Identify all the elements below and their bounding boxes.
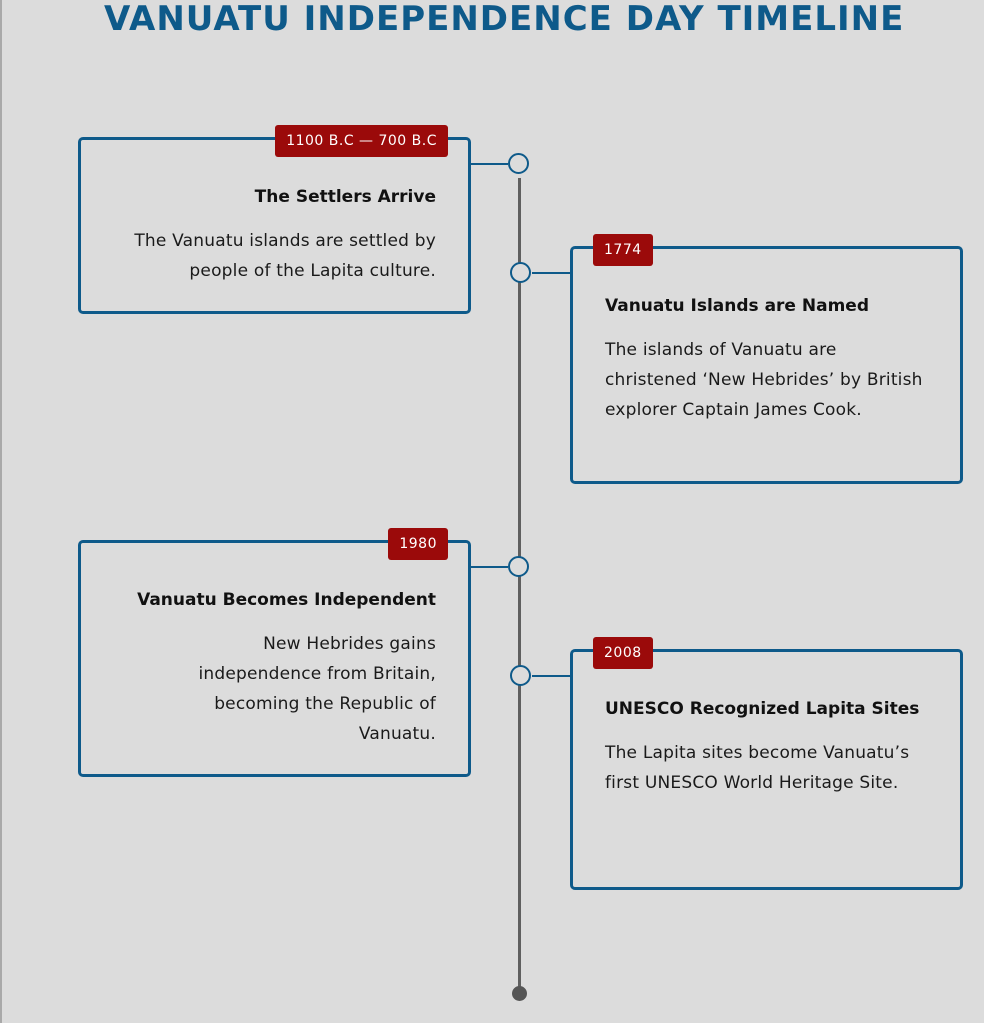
left-edge-line — [0, 0, 2, 1023]
event-description-1: The Vanuatu islands are settled by people of the Lapita culture. — [134, 231, 436, 281]
timeline-node-1 — [508, 153, 529, 174]
connector-1 — [469, 163, 508, 165]
event-description-4: The Lapita sites become Vanuatu’s first UNESCO World Heritage Site. — [605, 743, 910, 793]
event-description-2: The islands of Vanuatu are christened ‘New Hebrides’ by British explorer Captain James Cook. — [605, 340, 923, 420]
event-date-badge-1: 1100 B.C — 700 B.C — [275, 125, 448, 157]
event-card-1 — [78, 133, 471, 314]
timeline-end-dot — [512, 986, 527, 1001]
event-date-badge-3: 1980 — [388, 528, 448, 560]
event-title-1: The Settlers Arrive — [254, 187, 436, 207]
timeline-spine — [518, 178, 521, 993]
event-title-4: UNESCO Recognized Lapita Sites — [605, 699, 920, 719]
timeline-node-2 — [510, 262, 531, 283]
connector-4 — [532, 675, 571, 677]
event-card-2 — [570, 242, 963, 484]
event-description-3: New Hebrides gains independence from Britain, becoming the Republic of Vanuatu. — [198, 634, 436, 744]
event-title-3: Vanuatu Becomes Independent — [137, 590, 436, 610]
connector-2 — [532, 272, 571, 274]
event-card-4 — [570, 645, 963, 890]
event-date-badge-2: 1774 — [593, 234, 653, 266]
page-title: VANUATU INDEPENDENCE DAY TIMELINE — [104, 0, 905, 39]
connector-3 — [469, 566, 508, 568]
timeline-node-3 — [508, 556, 529, 577]
timeline-node-4 — [510, 665, 531, 686]
event-title-2: Vanuatu Islands are Named — [605, 296, 869, 316]
event-date-badge-4: 2008 — [593, 637, 653, 669]
event-card-3 — [78, 536, 471, 777]
